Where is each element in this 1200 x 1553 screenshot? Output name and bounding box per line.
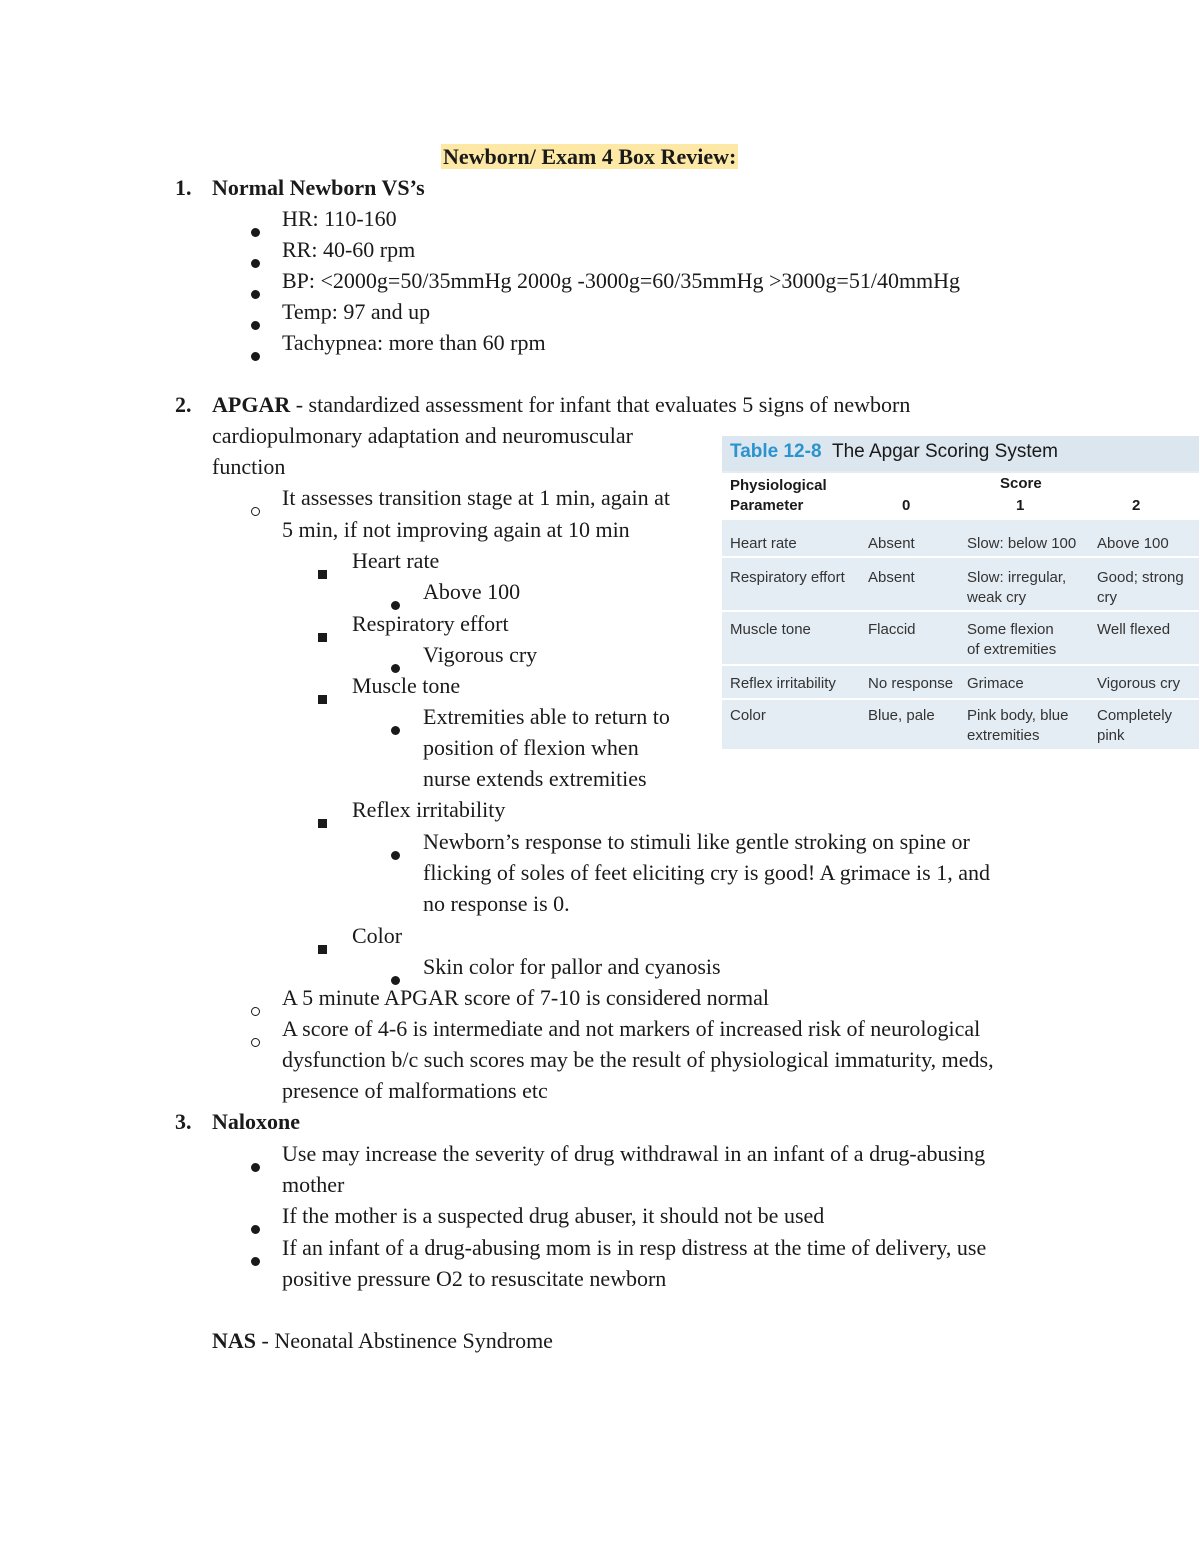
table-row <box>722 700 1199 749</box>
table-cell-score-1: Slow: below 100 <box>967 535 1077 552</box>
bullet-circle <box>251 993 260 1024</box>
section-2-heading: APGAR <box>212 392 291 417</box>
bullet-disc <box>251 1149 260 1180</box>
table-cell-score-1: Some flexion <box>967 621 1054 638</box>
naloxone-item-2: If the mother is a suspected drug abuser, it should not be used <box>282 1203 825 1228</box>
table-header <box>722 436 1199 471</box>
nas-definition: - Neonatal Abstinence Syndrome <box>256 1328 553 1353</box>
section-2-intro: - standardized assessment for infant that evaluates 5 signs of newborn <box>290 392 911 417</box>
table-cell-score-0: Absent <box>868 535 915 552</box>
bullet-square <box>318 619 327 650</box>
bullet-square <box>318 931 327 962</box>
bullet-circle <box>251 1024 260 1055</box>
list-item: RR: 40-60 rpm <box>282 237 416 262</box>
list-item: Temp: 97 and up <box>282 299 431 324</box>
score-col-2: 2 <box>1132 497 1141 514</box>
bullet-disc <box>251 214 260 245</box>
apgar-respiratory: Respiratory effort <box>352 611 509 636</box>
table-cell-score-0: Blue, pale <box>868 707 935 724</box>
section-1-heading: Normal Newborn VS’s <box>212 175 425 200</box>
table-title: The Apgar Scoring System <box>832 441 1058 462</box>
section-3-heading: Naloxone <box>212 1109 300 1134</box>
apgar-color-detail: Skin color for pallor and cyanosis <box>423 954 721 979</box>
apgar-intermediate-1: A score of 4-6 is intermediate and not markers of increased risk of neurological <box>282 1016 981 1041</box>
list-item: BP: <2000g=50/35mmHg 2000g -3000g=60/35mmHg >3000g=51/40mmHg <box>282 268 961 293</box>
table-cell-score-1-cont: of extremities <box>967 641 1057 658</box>
nas-line <box>212 1325 553 1356</box>
bullet-disc <box>251 338 260 369</box>
apgar-reflex-detail-2: flicking of soles of feet eliciting cry is good! A grimace is 1, and <box>423 860 990 885</box>
param-header-2: Parameter <box>730 497 804 514</box>
table-cell-score-1-cont: weak cry <box>967 589 1027 606</box>
table-cell-score-2: Completely <box>1097 707 1173 724</box>
apgar-normal-score: A 5 minute APGAR score of 7-10 is considered normal <box>282 985 769 1010</box>
apgar-color: Color <box>352 923 403 948</box>
list-item: HR: 110-160 <box>282 206 397 231</box>
bullet-disc <box>391 837 400 868</box>
apgar-heart-rate: Heart rate <box>352 548 440 573</box>
table-cell-score-2-cont: pink <box>1097 727 1125 744</box>
apgar-scoring-table <box>722 436 1199 749</box>
table-cell-param: Heart rate <box>730 535 797 552</box>
apgar-respiratory-detail: Vigorous cry <box>423 642 538 667</box>
naloxone-item-3-line-1: If an infant of a drug-abusing mom is in resp distress at the time of delivery, use <box>282 1235 987 1260</box>
section-2-number: 2. <box>175 392 192 417</box>
section-3-number: 3. <box>175 1109 192 1134</box>
table-cell-param: Muscle tone <box>730 621 811 638</box>
table-row <box>722 612 1199 666</box>
table-cell-score-2: Above 100 <box>1097 535 1169 552</box>
document-title <box>441 141 738 172</box>
bullet-disc <box>391 712 400 743</box>
apgar-intermediate-2: dysfunction b/c such scores may be the result of physiological immaturity, meds, <box>282 1047 994 1072</box>
param-header-1: Physiological <box>730 477 827 494</box>
table-column-headers <box>722 473 1199 520</box>
section-2-intro-2: cardiopulmonary adaptation and neuromuscular <box>212 423 633 448</box>
table-cell-score-1: Pink body, blue <box>967 707 1069 724</box>
table-cell-score-2: Well flexed <box>1097 621 1171 638</box>
section-1-number: 1. <box>175 175 192 200</box>
section-2-intro-3: function <box>212 454 286 479</box>
list-item: Tachypnea: more than 60 rpm <box>282 330 546 355</box>
table-cell-score-1-cont: extremities <box>967 727 1040 744</box>
table-cell-score-2: Good; strong <box>1097 569 1184 586</box>
table-number: Table 12-8 <box>730 441 822 462</box>
apgar-muscle-tone: Muscle tone <box>352 673 461 698</box>
section-2-intro-line <box>212 389 910 420</box>
table-row <box>722 666 1199 700</box>
table-cell-score-1: Slow: irregular, <box>967 569 1067 586</box>
apgar-reflex-detail-1: Newborn’s response to stimuli like gentle stroking on spine or <box>423 829 970 854</box>
bullet-disc <box>251 307 260 338</box>
apgar-reflex: Reflex irritability <box>352 797 506 822</box>
naloxone-item-1-line-2: mother <box>282 1172 345 1197</box>
apgar-muscle-tone-detail-2: position of flexion when <box>423 735 639 760</box>
bullet-square <box>318 805 327 836</box>
bullet-disc <box>251 1243 260 1274</box>
table-row <box>722 558 1199 612</box>
bullet-circle <box>251 493 260 524</box>
apgar-muscle-tone-detail-1: Extremities able to return to <box>423 704 670 729</box>
score-col-0: 0 <box>902 497 911 514</box>
apgar-intermediate-3: presence of malformations etc <box>282 1078 548 1103</box>
apgar-reflex-detail-3: no response is 0. <box>423 891 570 916</box>
table-row <box>722 522 1199 558</box>
apgar-heart-rate-detail: Above 100 <box>423 579 521 604</box>
table-cell-param: Respiratory effort <box>730 569 845 586</box>
assess-line-1: It assesses transition stage at 1 min, again at <box>282 485 670 510</box>
table-cell-score-2-cont: cry <box>1097 589 1117 606</box>
naloxone-item-3-line-2: positive pressure O2 to resuscitate newborn <box>282 1266 667 1291</box>
assess-line-2: 5 min, if not improving again at 10 min <box>282 517 630 542</box>
apgar-muscle-tone-detail-3: nurse extends extremities <box>423 766 647 791</box>
table-cell-score-0: Absent <box>868 569 915 586</box>
table-cell-score-2: Vigorous cry <box>1097 675 1181 692</box>
score-col-1: 1 <box>1016 497 1025 514</box>
bullet-square <box>318 681 327 712</box>
bullet-disc <box>251 276 260 307</box>
table-cell-score-1: Grimace <box>967 675 1024 692</box>
score-header: Score <box>1000 475 1042 492</box>
table-cell-score-0: No response <box>868 675 954 692</box>
bullet-square <box>318 556 327 587</box>
table-cell-param: Reflex irritability <box>730 675 836 692</box>
nas-label: NAS <box>212 1328 257 1353</box>
naloxone-item-1-line-1: Use may increase the severity of drug withdrawal in an infant of a drug-abusing <box>282 1141 986 1166</box>
bullet-disc <box>251 1211 260 1242</box>
bullet-disc <box>251 245 260 276</box>
table-cell-param: Color <box>730 707 766 724</box>
table-cell-score-0: Flaccid <box>868 621 916 638</box>
document-title-text: Newborn/ Exam 4 Box Review: <box>443 144 737 169</box>
